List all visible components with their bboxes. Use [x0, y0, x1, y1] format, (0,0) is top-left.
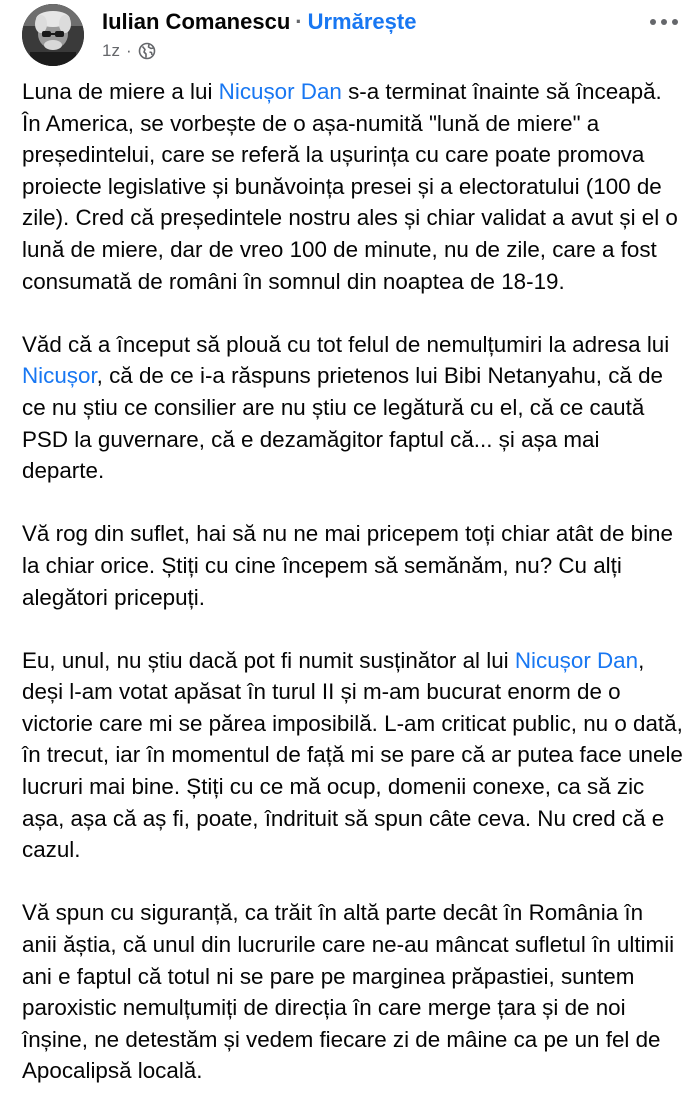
mention-link[interactable]: Nicușor Dan: [218, 79, 342, 104]
paragraph-text: Luna de miere a lui: [22, 79, 219, 104]
post-time[interactable]: 1z: [102, 41, 120, 60]
author-name[interactable]: Iulian Comanescu: [102, 9, 291, 34]
dot: [672, 19, 678, 25]
post-header: [22, 4, 678, 66]
post-meta: [102, 40, 156, 62]
mention-link[interactable]: Nicușor Dan: [514, 647, 639, 673]
name-separator: ·: [295, 9, 303, 34]
paragraph-text: Eu, unul, nu știu dacă pot fi numit susținător al lui: [22, 647, 515, 673]
post-paragraph: [22, 76, 684, 297]
globe-icon[interactable]: [138, 42, 156, 60]
more-options-icon[interactable]: [650, 10, 678, 34]
post-paragraph: [22, 645, 684, 866]
profile-photo: [22, 4, 84, 66]
follow-link[interactable]: Urmărește: [307, 9, 417, 34]
paragraph-text: s-a terminat înainte să înceapă. În America, se vorbește de o așa-numită "lună de miere" a președintelui, care se referă la ușurința cu care poate promova proiecte legislative și bunăvoința presei și a electoratului (100 de zile). Cred că președintele nostru ales și chiar validat a avut și el o lună de miere, dar de vreo 100 de minute, nu de zile, care a fost consumată de români în somnul din noaptea de 18-19.: [22, 79, 678, 294]
post-paragraph: Vă spun cu siguranță, ca trăit în altă parte decât în România în anii ăștia, că unul din lucrurile care ne-au mâncat sufletul în ultimii ani e faptul că totul ni se pare pe marginea prăpastiei, suntem paroxistic nemulțumiți de direcția în care merge țara și de noi înșine, ne detestăm și vedem fiecare zi de mâine ca pe un fel de Apocalipsă locală.: [22, 900, 675, 1084]
author-avatar[interactable]: [22, 4, 84, 66]
meta-separator: ·: [125, 41, 132, 60]
post-paragraph: Vă rog din suflet, hai să nu ne mai pricepem toți chiar atât de bine la chiar orice. Știți cu cine începem să semănăm, nu? Cu alți alegători pricepuți.: [22, 521, 673, 610]
paragraph-text: Văd că a început să plouă cu tot felul de nemulțumiri la adresa lui: [22, 331, 670, 357]
dot: [661, 19, 667, 25]
author-line: [102, 8, 416, 36]
post-paragraph: [22, 329, 684, 487]
paragraph-text: , că de ce i-a răspuns prietenos lui Bibi Netanyahu, că de ce nu știu ce consilier are nu știu ce legătură cu el, că ce caută PSD la guvernare, că e dezamăgitor faptul că... și așa mai departe.: [22, 363, 663, 484]
mention-link[interactable]: Nicușor: [22, 363, 97, 389]
post-body: [22, 76, 684, 1119]
dot: [650, 19, 656, 25]
paragraph-text: , deși l-am votat apăsat în turul II și m-am bucurat enorm de o victorie care mi se părea imposibilă. L-am criticat public, nu o dată, în trecut, iar în momentul de față mi se pare că ar putea face unele lucruri mai bine. Știți cu ce mă ocup, domenii conexe, ca să zic așa, așa că aș fi, poate, îndrituit să spun câte ceva. Nu cred că e cazul.: [22, 647, 683, 863]
